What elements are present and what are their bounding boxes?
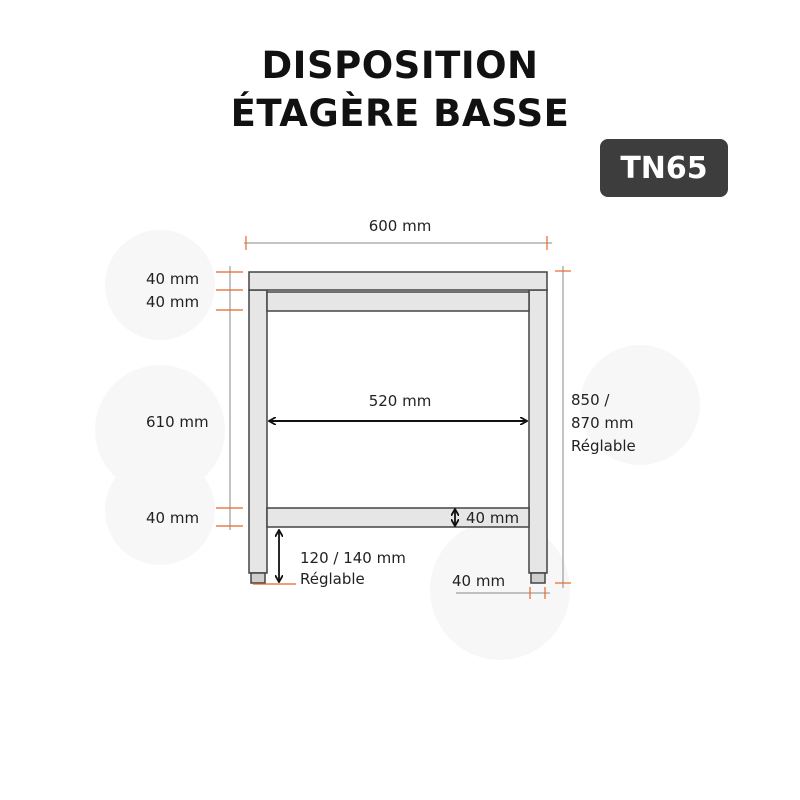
right-foot: [531, 573, 545, 583]
model-badge: TN65: [600, 139, 728, 197]
label-width-600: 600 mm: [368, 217, 432, 235]
label-inner-height: 610 mm: [146, 413, 209, 431]
label-total-height-2: 870 mm: [571, 414, 634, 432]
label-clearance-2: Réglable: [300, 570, 365, 588]
left-leg: [249, 290, 267, 573]
label-leg-width: 40 mm: [452, 572, 506, 590]
title-line-2: ÉTAGÈRE BASSE: [230, 92, 570, 135]
upper-rail: [267, 292, 529, 311]
title-line-1: DISPOSITION: [261, 44, 539, 87]
dimension-left-vertical: [216, 266, 243, 530]
label-total-height-1: 850 /: [571, 391, 610, 409]
dimension-width-600: [244, 236, 552, 250]
label-rail-height: 40 mm: [146, 293, 200, 311]
label-shelf-height-left: 40 mm: [146, 509, 200, 527]
left-foot: [251, 573, 265, 583]
table-top: [249, 272, 547, 290]
label-total-height-3: Réglable: [571, 437, 636, 455]
label-top-thickness: 40 mm: [146, 270, 200, 288]
label-clearance-1: 120 / 140 mm: [300, 549, 406, 567]
right-leg: [529, 290, 547, 573]
label-shelf-height-right: 40 mm: [466, 509, 520, 527]
dimension-total-height: [555, 266, 571, 588]
label-inner-width: 520 mm: [368, 392, 432, 410]
